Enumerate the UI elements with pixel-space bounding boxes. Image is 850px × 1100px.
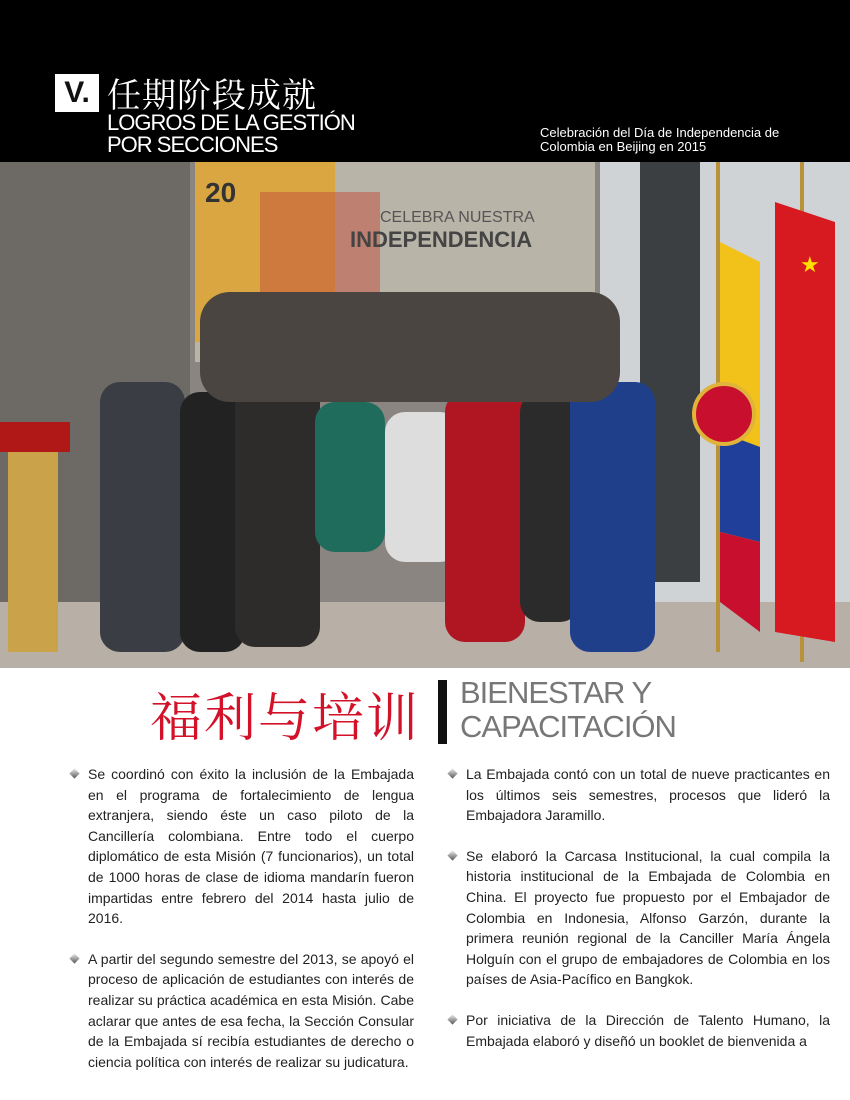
- caption-line1: Celebración del Día de Independencia de: [540, 125, 780, 140]
- list-item: [448, 764, 830, 826]
- group-photo: [0, 162, 850, 668]
- list-item: [448, 846, 830, 990]
- diamond-bullet-icon: [69, 953, 79, 963]
- list-item: [70, 949, 414, 1073]
- section-title-chinese: 福利与培训: [150, 689, 421, 749]
- section-title-line1: BIENESTAR Y: [460, 675, 652, 710]
- section-number: V.: [55, 74, 99, 112]
- chapter-title-line1: LOGROS DE LA GESTIÓN: [107, 110, 355, 135]
- svg-text:★: ★: [800, 252, 820, 277]
- chapter-title-chinese: 任期阶段成就: [107, 76, 317, 116]
- page-header: [0, 0, 850, 162]
- screen-text-1: CELEBRA NUESTRA: [380, 209, 535, 226]
- diamond-bullet-icon: [447, 768, 457, 778]
- chapter-title-line2: POR SECCIONES: [107, 132, 278, 157]
- list-item: [70, 764, 414, 929]
- item-text: Se elaboró la Carcasa Institucional, la cual compila la historia institucional de la Embajada de Colombia en China. El proyecto fue propuesto por el Embajador de Colombia en Indonesia, Alfonso Garzón, durante la primera reunión regional de la Canciller María Ángela Holguín con el grupo de embajadores de Colombia en los países de Asia-Pacífico en Bangkok.: [466, 847, 830, 988]
- photo-caption: [540, 126, 779, 154]
- china-flag: [775, 162, 835, 662]
- section-divider: [438, 680, 447, 744]
- section-title-line2: CAPACITACIÓN: [460, 709, 676, 744]
- section-title-spanish: [460, 676, 676, 744]
- right-column: [448, 764, 830, 1071]
- list-item: [448, 1010, 830, 1051]
- caption-line2: Colombia en Beijing en 2015: [540, 139, 707, 154]
- item-text: Se coordinó con éxito la inclusión de la Embajada en el programa de fortalecimiento de lengua extranjera, siendo éste un caso piloto de la Cancillería colombiana. Entre todo el cuerpo diplomático de esta Misión (7 funcionarios), un total de 1000 horas de clase de idioma mandarín fueron impartidas entre febrero del 2014 hasta julio de 2016.: [88, 766, 414, 927]
- item-text: A partir del segundo semestre del 2013, se apoyó el proceso de aplicación de estudiantes con interés de realizar su práctica académica en esta Misión. Cabe aclarar que antes de esa fecha, la Sección Consular de la Embajada sí recibía estudiantes de derecho o ciencia política con interés de realizar su judicatura.: [88, 950, 414, 1070]
- item-text: La Embajada contó con un total de nueve practicantes en los últimos seis semestres, procesos que lideró la Embajadora Jaramillo.: [466, 766, 830, 824]
- chapter-title-spanish: [107, 112, 355, 156]
- item-text: Por iniciativa de la Dirección de Talento Humano, la Embajada elaboró y diseñó un booklet de bienvenida a: [466, 1011, 830, 1049]
- diamond-bullet-icon: [447, 850, 457, 860]
- left-column: [70, 764, 414, 1092]
- diamond-bullet-icon: [447, 1014, 457, 1024]
- diamond-bullet-icon: [69, 768, 79, 778]
- screen-text-2: INDEPENDENCIA: [350, 227, 533, 252]
- screen-text-3: 20: [205, 177, 237, 208]
